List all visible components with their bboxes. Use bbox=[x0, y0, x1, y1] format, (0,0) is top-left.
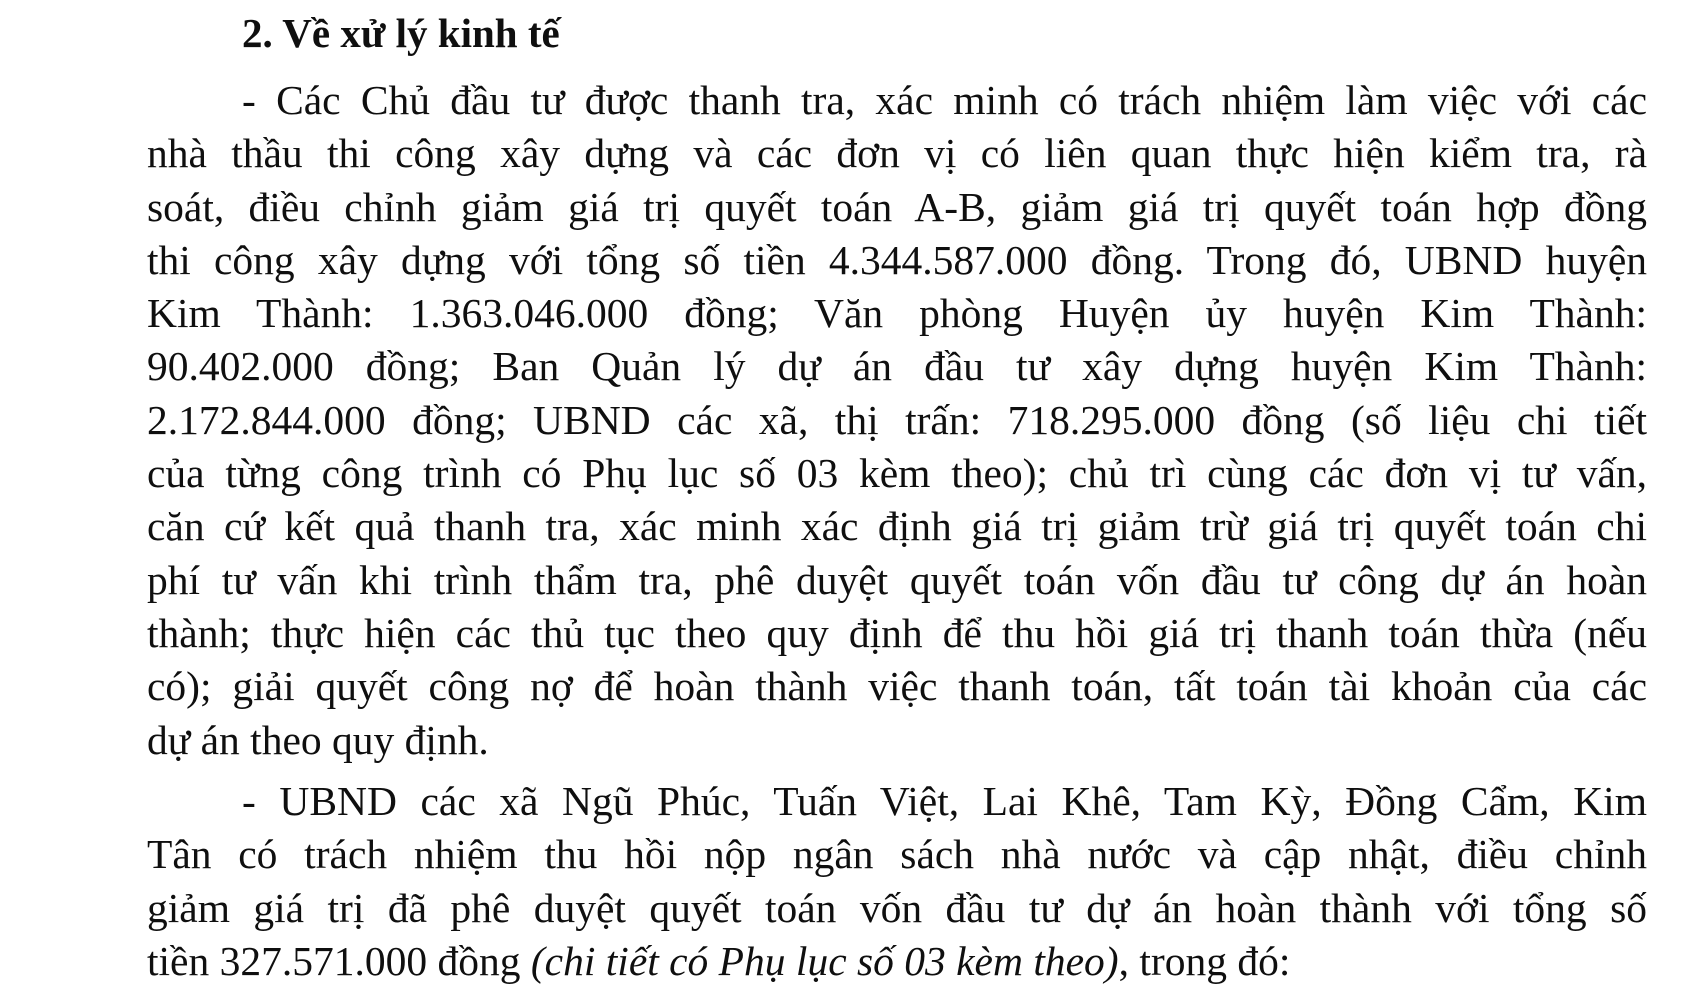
paragraph-line: thành; thực hiện các thủ tục theo quy định để thu hồi giá trị thanh toán thừa (nếu bbox=[147, 609, 1647, 656]
paragraph-line: nhà thầu thi công xây dựng và các đơn vị có liên quan thực hiện kiểm tra, rà bbox=[147, 130, 1647, 177]
paragraph-line: Tân có trách nhiệm thu hồi nộp ngân sách nhà nước và cập nhật, điều chỉnh bbox=[147, 831, 1647, 878]
trailing-text: , trong đó: bbox=[1118, 937, 1291, 984]
section-heading: 2. Về xử lý kinh tế bbox=[242, 10, 560, 56]
paragraph-line: 90.402.000 đồng; Ban Quản lý dự án đầu tư xây dựng huyện Kim Thành: bbox=[147, 343, 1647, 390]
paragraph-line: soát, điều chỉnh giảm giá trị quyết toán A-B, giảm giá trị quyết toán hợp đồng bbox=[147, 183, 1647, 230]
paragraph-line: có); giải quyết công nợ để hoàn thành việc thanh toán, tất toán tài khoản của các bbox=[147, 663, 1647, 710]
paragraph-line: Kim Thành: 1.363.046.000 đồng; Văn phòng Huyện ủy huyện Kim Thành: bbox=[147, 290, 1647, 337]
appendix-reference: (chi tiết có Phụ lục số 03 kèm theo) bbox=[530, 937, 1119, 984]
paragraph-line: căn cứ kết quả thanh tra, xác minh xác định giá trị giảm trừ giá trị quyết toán chi bbox=[147, 503, 1647, 550]
amount-text: tiền 327.571.000 đồng bbox=[147, 937, 531, 984]
paragraph-investor-responsibility bbox=[147, 74, 1647, 767]
paragraph-line: thi công xây dựng với tổng số tiền 4.344.587.000 đồng. Trong đó, UBND huyện bbox=[147, 236, 1647, 283]
paragraph-line: - Các Chủ đầu tư được thanh tra, xác minh có trách nhiệm làm việc với các bbox=[242, 77, 1647, 123]
paragraph-line: phí tư vấn khi trình thẩm tra, phê duyệt quyết toán vốn đầu tư công dự án hoàn bbox=[147, 556, 1647, 603]
paragraph-line: giảm giá trị đã phê duyệt quyết toán vốn đầu tư dự án hoàn thành với tổng số bbox=[147, 884, 1647, 931]
paragraph-line: dự án theo quy định. bbox=[147, 716, 489, 763]
paragraph-line: của từng công trình có Phụ lục số 03 kèm theo); chủ trì cùng các đơn vị tư vấn, bbox=[147, 450, 1647, 497]
paragraph-last-line bbox=[147, 935, 1647, 988]
paragraph-line: - UBND các xã Ngũ Phúc, Tuấn Việt, Lai Khê, Tam Kỳ, Đồng Cẩm, Kim bbox=[242, 778, 1647, 824]
paragraph-line: 2.172.844.000 đồng; UBND các xã, thị trấn: 718.295.000 đồng (số liệu chi tiết bbox=[147, 396, 1647, 443]
paragraph-commune-recovery bbox=[147, 775, 1647, 988]
